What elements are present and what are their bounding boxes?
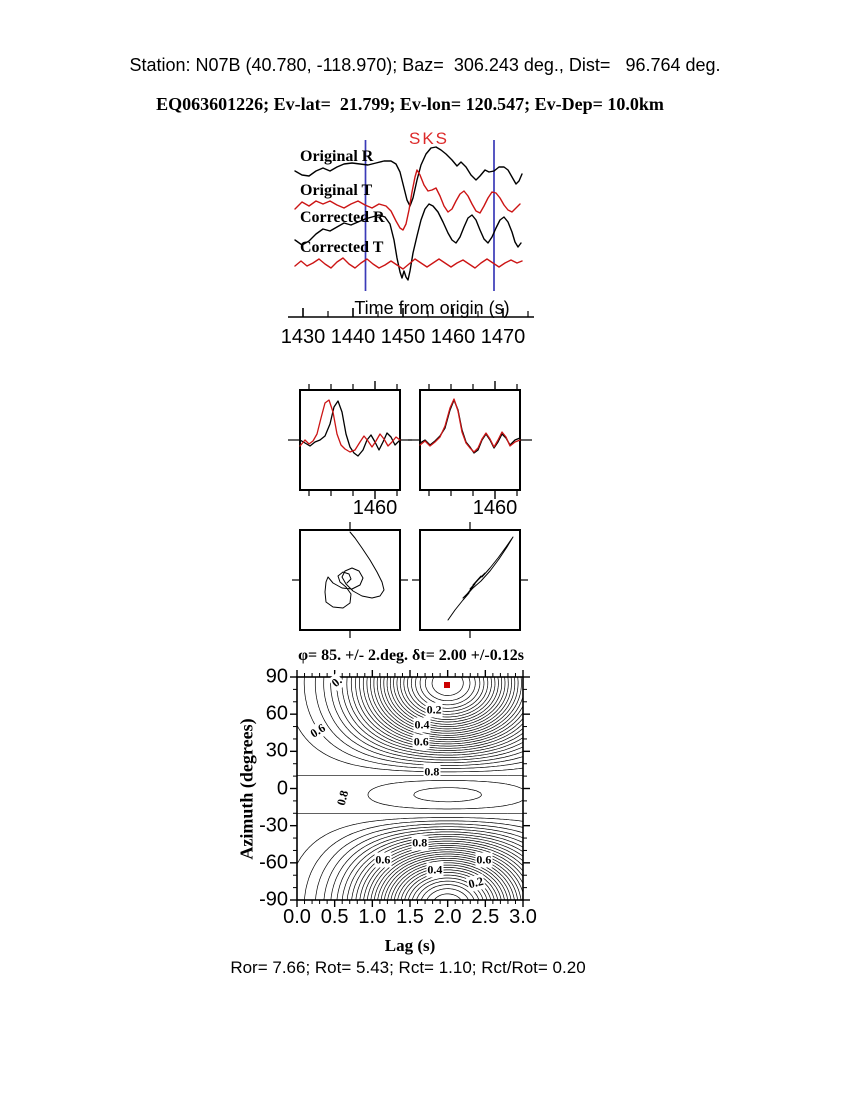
lag-axis-label: Lag (s) [384,936,436,955]
contour-value-label: 0.4 [414,717,430,732]
azimuth-tick-label: -90 [259,888,288,911]
lag-tick-label: 2.0 [433,906,462,928]
time-tick-label: 1440 [330,326,376,348]
contour-value-label: 0.6 [375,852,391,867]
time-tick-label: 1450 [380,326,426,348]
contour-value-label: 0.4 [427,862,443,877]
contour-value-label: 0.8 [412,835,428,850]
lag-tick-label: 1.5 [396,906,424,928]
time-tick-label: 1460 [430,326,476,348]
time-tick-label: 1430 [280,326,326,348]
lag-tick-label: 0.0 [283,906,311,928]
pair-tick-label: 1460 [472,497,518,519]
trace-label: Original T [300,182,373,199]
best-fit-marker [444,682,450,688]
pair-tick-label: 1460 [352,497,398,519]
contour-value-label: 0.6 [307,720,328,741]
contour-value-label: 0.2 [467,873,486,892]
time-tick-label: 1470 [480,326,526,348]
azimuth-tick-label: 90 [265,665,288,688]
trace-label: Corrected R [300,209,385,226]
contour-value-label: 0. [328,673,345,690]
contour-value-label: 0.8 [424,764,440,779]
azimuth-tick-label: 60 [265,702,288,725]
trace-label: Original R [300,148,374,165]
event-title: EQ063601226; Ev-lat= 21.799; Ev-lon= 120.547; Ev-Dep= 10.0km [156,94,664,114]
azimuth-axis-label: Azimuth (degrees) [236,718,257,860]
contour-value-label: 0.6 [413,734,429,749]
stats-line: Ror= 7.66; Rot= 5.43; Rct= 1.10; Rct/Rot= 0.20 [230,958,586,977]
contour-value-label: 0.8 [333,788,352,807]
contour-value-label: 0.2 [426,702,442,717]
phase-label: SKS [409,129,450,148]
lag-tick-label: 3.0 [509,906,537,928]
time-axis-label: Time from origin (s) [354,298,510,318]
azimuth-tick-label: 0 [276,777,288,799]
lag-tick-label: 2.5 [471,906,500,928]
lag-tick-label: 1.0 [358,906,387,928]
contour-title: φ= 85. +/- 2.deg. δt= 2.00 +/-0.12s [298,647,524,664]
station-title: Station: N07B (40.780, -118.970); Baz= 306.243 deg., Dist= 96.764 deg. [129,55,721,75]
lag-tick-label: 0.5 [320,906,349,928]
azimuth-tick-label: 30 [265,739,288,762]
azimuth-tick-label: -30 [259,814,288,837]
azimuth-tick-label: -60 [259,851,288,874]
trace-label: Corrected T [300,239,384,256]
contour-value-label: 0.6 [476,852,492,867]
